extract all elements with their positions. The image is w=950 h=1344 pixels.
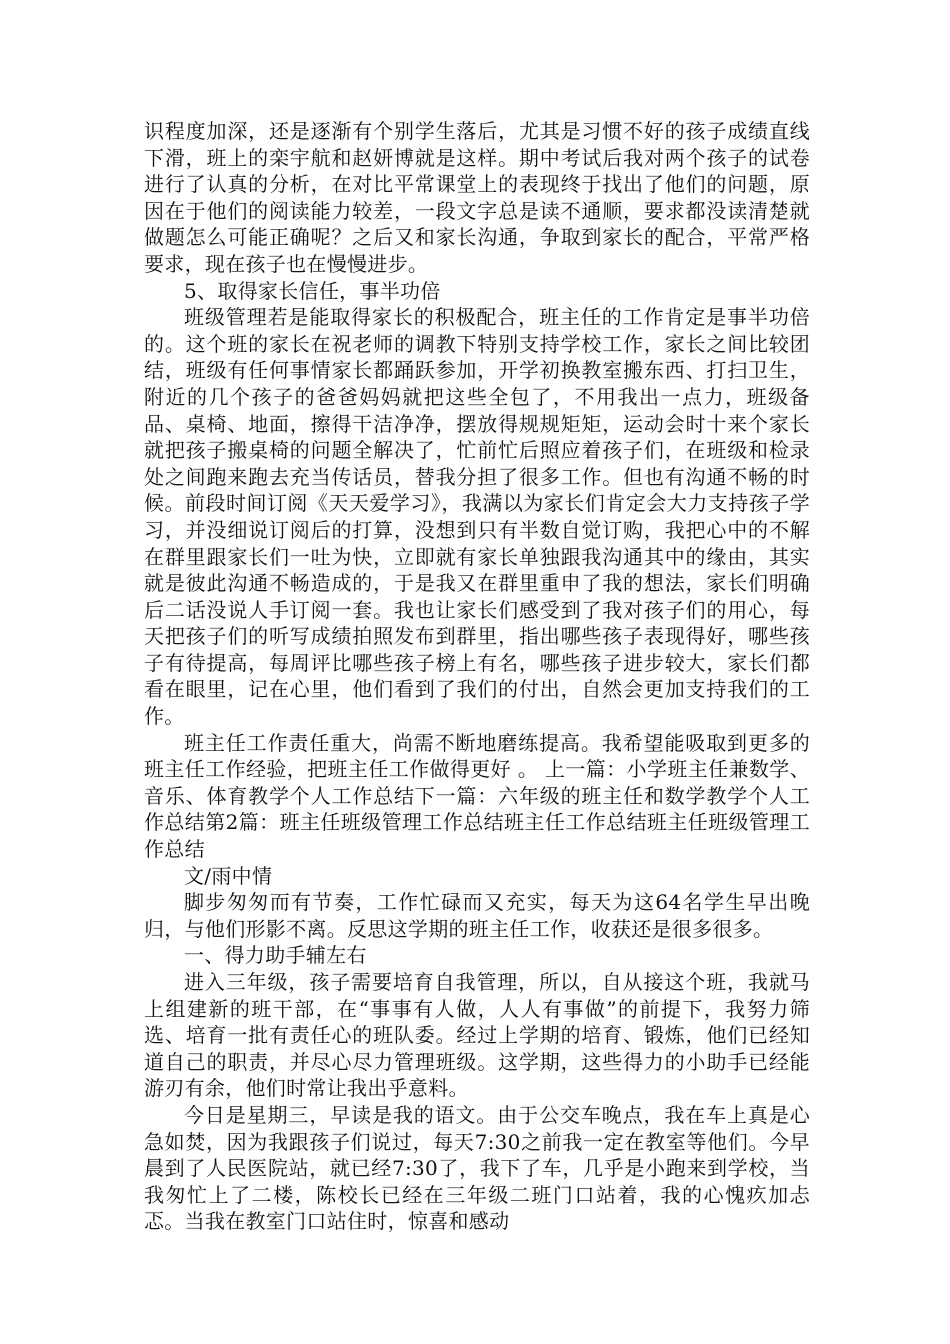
paragraph-intro: 脚步匆匆而有节奏，工作忙碌而又充实，每天为这64名学生早出晚归，与他们形影不离。反思这学期的班主任工作，收获还是很多很多。 (144, 890, 810, 941)
document-page (144, 118, 810, 1235)
paragraph-conclusion-links: 班主任工作责任重大，尚需不断地磨练提高。我希望能吸取到更多的班主任工作经验，把班主任工作做得更好 。 上一篇：小学班主任兼数学、音乐、体育教学个人工作总结下一篇：六年级的班主任和数学教学个人工作总结第2篇：班主任班级管理工作总结班主任工作总结班主任班级管理工作总结 (144, 730, 810, 862)
section-heading-1: 一、得力助手辅左右 (184, 943, 367, 968)
paragraph-parents-cooperation: 班级管理若是能取得家长的积极配合，班主任的工作肯定是事半功倍的。这个班的家长在祝老师的调教下特别支持学校工作，家长之间比较团结，班级有任何事情家长都踊跃参加，开学初换教室搬东西、打扫卫生，附近的几个孩子的爸爸妈妈就把这些全包了，不用我出一点力，班级备品、桌椅、地面，擦得干洁净净，摆放得规规矩矩，运动会时十来个家长就把孩子搬桌椅的问题全解决了，忙前忙后照应着孩子们，在班级和检录处之间跑来跑去充当传话员，替我分担了很多工作。但也有沟通不畅的时候。前段时间订阅《天天爱学习》，我满以为家长们肯定会大力支持孩子学习，并没细说订阅后的打算，没想到只有半数自觉订购，我把心中的不解在群里跟家长们一吐为快，立即就有家长单独跟我沟通其中的缘由，其实就是彼此沟通不畅造成的，于是我又在群里重申了我的想法，家长们明确后二话没说人手订阅一套。我也让家长们感受到了我对孩子们的用心，每天把孩子们的听写成绩拍照发布到群里，指出哪些孩子表现得好，哪些孩子有待提高，每周评比哪些孩子榜上有名，哪些孩子进步较大，家长们都看在眼里，记在心里，他们看到了我们的付出，自然会更加支持我们的工作。 (144, 305, 810, 729)
section-heading-5: 5、取得家长信任，事半功倍 (184, 278, 441, 303)
paragraph-continuation: 识程度加深，还是逐渐有个别学生落后，尤其是习惯不好的孩子成绩直线下滑，班上的栾宇航和赵妍博就是这样。期中考试后我对两个孩子的试卷进行了认真的分析，在对比平常课堂上的表现终于找出了他们的问题，原因在于他们的阅读能力较差，一段文字总是读不通顺，要求都没读清楚就做题怎么可能正确呢？之后又和家长沟通，争取到家长的配合，平常严格要求，现在孩子也在慢慢进步。 (144, 119, 810, 276)
paragraph-wednesday: 今日是星期三，早读是我的语文。由于公交车晚点，我在车上真是心急如焚，因为我跟孩子们说过，每天7:30之前我一定在教室等他们。今早晨到了人民医院站，就已经7:30了，我下了车，几乎是小跑来到学校，当我匆忙上了二楼，陈校长已经在三年级二班门口站着，我的心愧疚加忐忑。当我在教室门口站住时，惊喜和感动 (144, 1102, 810, 1234)
paragraph-class-cadres: 进入三年级，孩子需要培育自我管理，所以，自从接这个班，我就马上组建新的班干部，在“事事有人做，人人有事做”的前提下，我努力筛选、培育一批有责任心的班队委。经过上学期的培育、锻炼，他们已经知道自己的职责，并尽心尽力管理班级。这学期，这些得力的小助手已经能游刃有余，他们时常让我出乎意料。 (144, 970, 810, 1101)
author-line: 文/雨中情 (184, 863, 273, 888)
